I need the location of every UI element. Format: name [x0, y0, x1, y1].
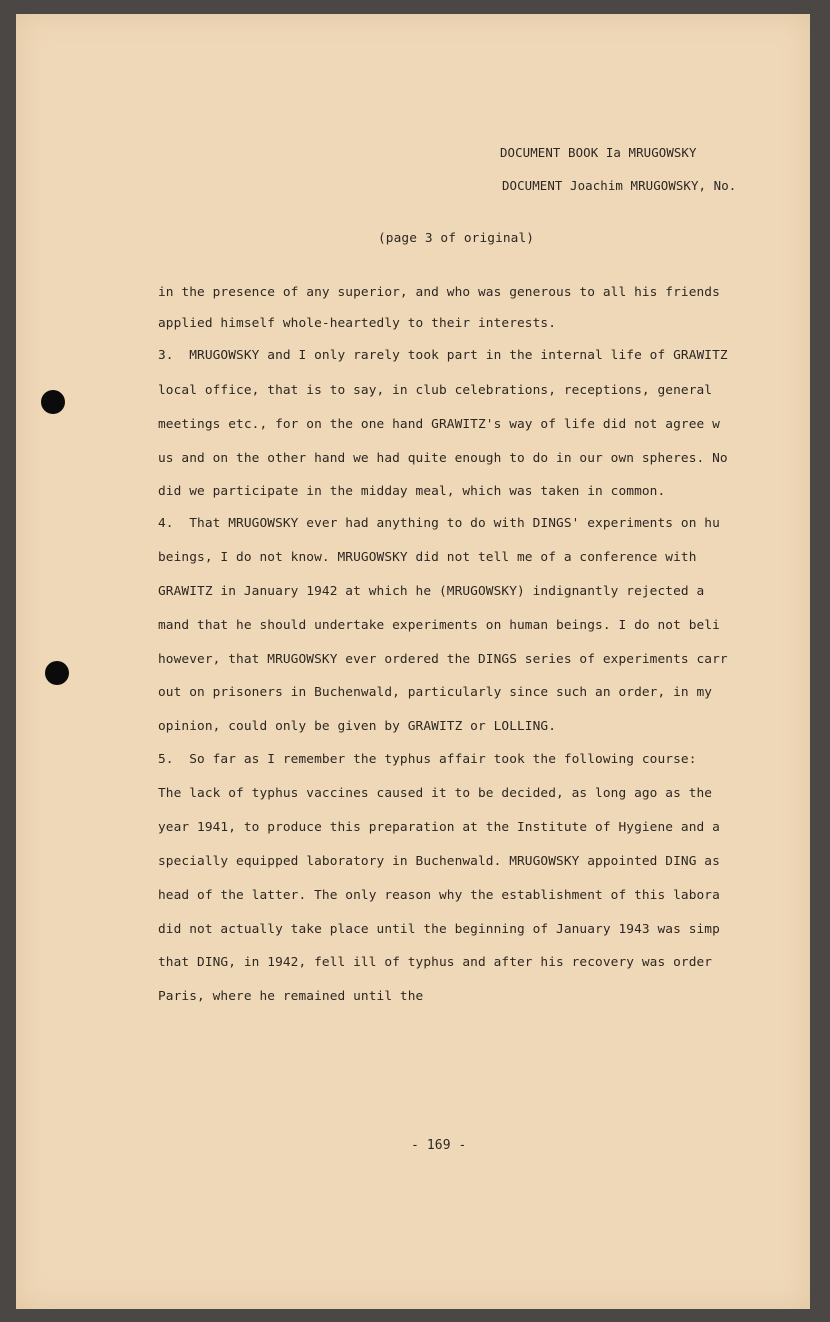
page-number: - 169 -: [411, 1138, 467, 1153]
text-line: 5. So far as I remember the typhus affair took the following course:: [158, 752, 697, 767]
text-line: The lack of typhus vaccines caused it to be decided, as long ago as the: [158, 786, 713, 801]
text-line: Paris, where he remained until the: [158, 989, 424, 1004]
document-book-header: DOCUMENT BOOK Ia MRUGOWSKY: [500, 145, 697, 160]
text-line: head of the latter. The only reason why the establishment of this labora: [158, 888, 720, 903]
text-line: meetings etc., for on the one hand GRAWITZ's way of life did not agree w: [158, 417, 720, 432]
text-line: 4. That MRUGOWSKY ever had anything to do with DINGS' experiments on hu: [158, 516, 720, 531]
text-line: did not actually take place until the beginning of January 1943 was simp: [158, 922, 720, 937]
text-line: in the presence of any superior, and who was generous to all his friends: [158, 285, 720, 300]
document-number-header: DOCUMENT Joachim MRUGOWSKY, No.: [502, 178, 737, 193]
punch-hole-bottom: [45, 661, 69, 685]
text-line: year 1941, to produce this preparation at the Institute of Hygiene and a: [158, 820, 720, 835]
text-line: however, that MRUGOWSKY ever ordered the DINGS series of experiments carr: [158, 652, 728, 667]
text-line: GRAWITZ in January 1942 at which he (MRUGOWSKY) indignantly rejected a: [158, 584, 705, 599]
text-line: did we participate in the midday meal, which was taken in common.: [158, 484, 666, 499]
text-line: 3. MRUGOWSKY and I only rarely took part in the internal life of GRAWITZ: [158, 348, 728, 363]
text-line: that DING, in 1942, fell ill of typhus and after his recovery was order: [158, 955, 713, 970]
punch-hole-top: [41, 390, 65, 414]
text-line: us and on the other hand we had quite enough to do in our own spheres. No: [158, 451, 728, 466]
original-page-reference: (page 3 of original): [378, 231, 535, 246]
text-line: specially equipped laboratory in Buchenwald. MRUGOWSKY appointed DING as: [158, 854, 720, 869]
text-line: mand that he should undertake experiments on human beings. I do not beli: [158, 618, 720, 633]
text-line: opinion, could only be given by GRAWITZ or LOLLING.: [158, 719, 557, 734]
text-line: local office, that is to say, in club celebrations, receptions, general: [158, 383, 713, 398]
text-line: applied himself whole-heartedly to their interests.: [158, 316, 557, 331]
text-line: out on prisoners in Buchenwald, particularly since such an order, in my: [158, 685, 713, 700]
text-line: beings, I do not know. MRUGOWSKY did not tell me of a conference with: [158, 550, 697, 565]
document-page: [16, 14, 810, 1309]
